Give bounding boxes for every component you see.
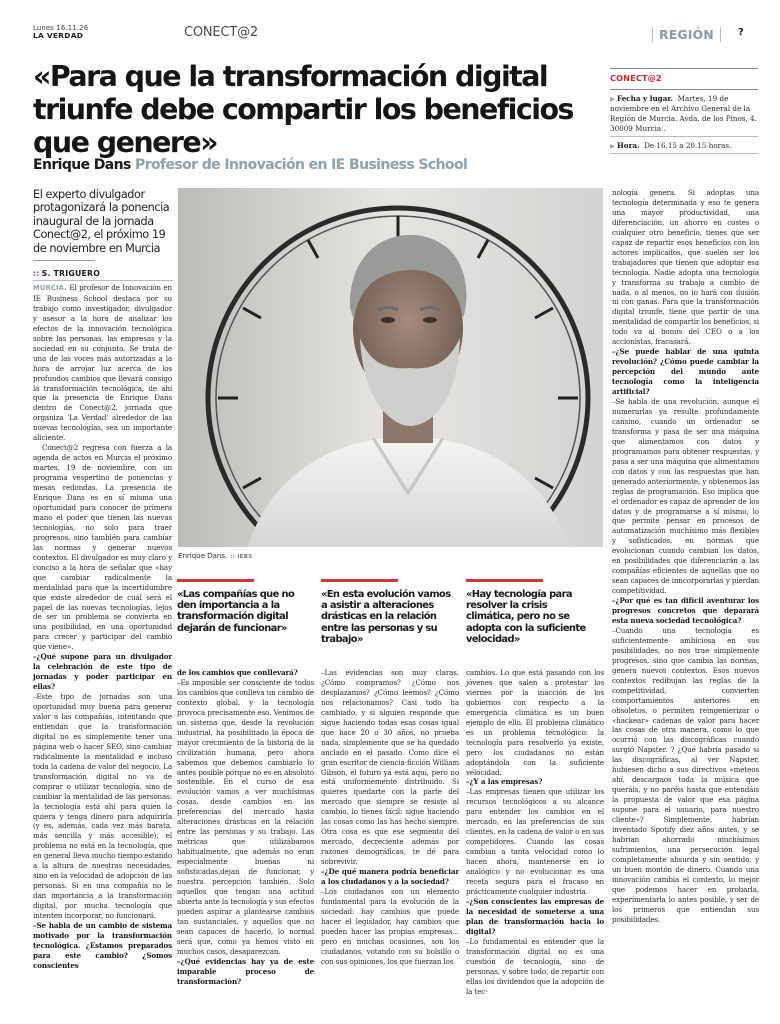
pull-quote-text: «Hay tecnología para resolver la crisis climática, pero no se adopta con la suficiente velocidad»: [466, 589, 586, 645]
body-column-5: [612, 188, 759, 925]
info-time: [610, 137, 758, 153]
interview-answer: –Este tipo de jornadas son una oportunidad muy buena para generar valor a las compañías, intentando que entiendan que la transformación digital no es simplemente tener una página web o hacer SEO, sino cambiar radicalmente la mentalidad e incluso toda la cadena de valor del negocio. La transformación digital no va de comprar o utilizar tecnología, sino de cambiar la mentalidad de las personas: la tecnología está ahí para quien la quiera y tenga dinero para adquirirla (y es, además, cada vez más barata, más sencilla y más accesible), el problema no está en la tecnología, que en general lleva mucho tiempo estando a la altura de nuestras necesidades, sino en la velocidad de adopción de las personas. Si en una compañía no le dan importancia a la transformación digital, por mucha tecnología que intenten incorporar, no funcionará.: [33, 692, 172, 921]
page-header: [0, 0, 780, 50]
divider: [610, 68, 758, 69]
photo-caption: [178, 551, 253, 560]
event-info-box: [610, 68, 758, 154]
interview-question: de los cambios que conllevará?: [177, 668, 298, 677]
article-subtitle: El experto divulgador protagonizará la ponencia inaugural de la jornada Conect@2, el próximo 19 de noviembre en Murcia: [33, 188, 170, 255]
accent-rule: [177, 579, 254, 582]
divider: [33, 280, 173, 281]
divider: [610, 153, 758, 154]
body-column-1: [33, 283, 172, 971]
interviewee-role: Profesor de Innovación en IE Business School: [135, 157, 468, 173]
accent-rule: [466, 579, 543, 582]
interview-answer: –Las empresas tienen que utilizar los recursos tecnológicos a su alcance para entender los cambios en el mercado, en las preferencias de sus clientes, en la cadena de valor o en sus competidores. Cuando las cosas cambian a tanta velocidad como lo hacen ahora, mantenerse en lo analógico y no evolucionar es una receta segura para el fracaso en prácticamente cualquier industria.: [466, 787, 604, 896]
interview-question: –Se habla de un cambio de sistema motivado por la transformación tecnológica. ¿Estamos preparados para este cambio? ¿Somos conscientes: [33, 921, 172, 970]
interview-question: –¿Qué supone para un divulgador la celebración de este tipo de jornadas y poder participar en ellas?: [33, 652, 172, 692]
page-marker: ?: [738, 27, 744, 38]
portrait-photo: [178, 188, 603, 547]
pull-quote-text: «Las compañías que no den importancia a la transformación digital dejarán de funcionar»: [177, 589, 295, 634]
author-name: S. TRIGUERO: [41, 269, 101, 278]
interview-question: –¿Se puede hablar de una quinta revolución? ¿Cómo puede cambiar la percepción del mundo ante tecnología como la inteligencia artificial?: [612, 347, 759, 397]
interview-answer: –Lo fundamental es entender que la transformación digital no es una cuestión de tecnología, sino de personas, y sobre todo, de repartir con ellas los dividendos que la adopción de la tec-: [466, 936, 604, 996]
pull-quote: [177, 579, 307, 634]
pull-quote-text: «En esta evolución vamos a asistir a alteraciones drásticas en la relación entre las personas y su trabajo»: [321, 589, 451, 645]
photo-credit: :: IEBS: [230, 554, 253, 560]
info-label: Hora.: [617, 141, 640, 150]
info-label: Fecha y lugar.: [617, 94, 673, 103]
interview-question: –¿De qué manera podría beneficiar a los ciudadanos y a la sociedad?: [321, 867, 459, 887]
interview-answer: nología genera. Si adoptas una tecnología determinada y eso te genera una mayor productividad, una diferenciación, un ahorro en costes o cualquier otro beneficio, tienes que ser capaz de repartir esos beneficios con los actores implicados, que suelen ser los trabajadores que tienen que adoptar esa tecnología. Nadie adopta una tecnología y transforma su trabajo a cambio de nada, o al menos, no lo hará con ilusión ni con ganas. Para que la transformación digital triunfe, tiene que partir de una mentalidad de compartir los beneficios, si todo va al bonus del CEO o a los accionistas, fracasará.: [612, 188, 759, 347]
triangle-bullet-icon: ▶: [610, 142, 615, 150]
interview-answer: –Los ciudadanos son un elemento fundamental para la evolución de la sociedad: hay cambios que puede hacer el legislador, hay cambios que pueden hacer las propias empresas... pero en muchas ocasiones, son los ciudadanos, votando con su bolsillo o con sus opiniones, los que fuerzan los: [321, 886, 459, 966]
body-column-3: [321, 668, 459, 967]
article-headline: «Para que la transformación digital triunfe debe compartir los beneficios que genere»: [33, 60, 573, 159]
interviewee-name: Enrique Dans: [33, 157, 131, 173]
interview-answer: –Es imposible ser consciente de todos los cambios que conlleva un cambio de contexto global, y la tecnología provoca precisamente eso. Venimos de un sistema que, desde la revolución industrial, ha posibilitado la época de mayor crecimiento de la historia de la civilización humana, pero ahora sabemos que debemos cambiarlo lo antes posible porque no es en absoluto sostenible. En el curso de esa evolución vamos a ver muchísimas cosas, desde cambios en las preferencias del mercado hasta alteraciones drásticas en la relación entre las personas y su trabajo. Las métricas que utilizábamos habitualmente, que además no eran especialmente buenas ni sofisticadas,dejan de funcionar, y nuestra percepción también. Solo aquellos que tengan una actitud abierta ante la tecnología y sus efectos pueden aspirar a plantearse cambios tan sustanciales, y aquellos que no sean capaces de hacerlo, lo normal será que, como ya hemos visto en muchos casos, desaparezcan.: [177, 677, 314, 956]
section-title: CONECT@2: [184, 25, 258, 40]
region-section-tag: [652, 25, 721, 43]
divider: [33, 260, 95, 261]
info-date-place: [610, 90, 758, 136]
interview-question: –¿Y a las empresas?: [466, 777, 543, 787]
caption-text: Enrique Dans.: [178, 551, 228, 560]
pull-quote: [321, 579, 451, 645]
info-text: De 16.15 a 20.15 horas.: [644, 141, 732, 150]
interviewee-byline: [33, 157, 467, 173]
paragraph: Conect@2 regresa con fuerza a la agenda de actos en Murcia el próximo martes, 19 de noviembre, con un programa vespertino de ponencias y mesas redondas. La presencia de Enrique Dans es en sí misma una oportunidad para conocer de primera mano el poder que tienen las nuevas tecnologías, no solo para traer progresos, sino también para cambiar las normas y generar nuevos contextos. El divulgador es muy claro y conciso a la hora de señalar que «hay que cambiar radicalmente la mentalidad para que la incertidumbre que existe alrededor de cuál será el papel de las nuevas tecnologías, lejos de ser un problema se convierta en una posibilidad, en una oportunidad para crecer y participar del cambio que viene».: [33, 443, 172, 652]
info-text: Martes, 19 de noviembre en el Archivo General de la Región de Murcia. Avda. de los Pinos, 4. 30009 Murcia .: [610, 94, 757, 133]
accent-rule: [321, 579, 398, 582]
dateline-city: MURCIA.: [33, 284, 67, 292]
interview-question: –¿Por qué es tan difícil aventurar los progresos concretos que deparará esta nueva sociedad tecnológica?: [612, 596, 759, 625]
pull-quote: [466, 579, 596, 645]
interview-answer: –Se habla de una revolución, aunque el numerarlas ya resulte profundamente cansino, cuando un ordenador se transforma y pasa de ser una máquina que alimentamos con datos y programamos para obtener respuestas, y pasa a ser una máquina que alimentamos con datos y con las respuestas que han generado anteriormente, y obtenemos las reglas de programación. Eso implica que el ordenador es capaz de aprender de los datos y de programarse a sí mismo, lo que permite pensar en procesos de automatización muchísimo más flexibles y sofisticados, en normas que evolucionan cuando cambian los datos, en posibilidades que diferenciarán a las compañías eficientes de aquellas que no sean capaces de inncorporarlas y pierdan competitividad.: [612, 397, 759, 596]
portrait-image: [178, 188, 603, 547]
triangle-bullet-icon: ▶: [610, 95, 615, 103]
body-column-4: [466, 668, 604, 996]
newspaper-name: LA VERDAD: [33, 31, 84, 40]
interview-question: –¿Son conscientes las empresas de la necesidad de someterse a una plan de transformación hacia lo digital?: [466, 896, 604, 936]
info-box-brand: CONECT@2: [610, 73, 662, 83]
author-credit: [33, 269, 100, 278]
paragraph: El profesor de Innovación en IE Business School destaca por su trabajo como investigador, divulgador y asesor a la hora de analizar los efectos de la innovación tecnológica sobre las personas, las empresas y la sociedad en su conjunto. Se trata de una de las voces más autorizadas a la hora de arrojar luz acerca de los profundos cambios que llevará consigo la transformación tecnológica, de ahí que la presencia de Enrique Dans dentro de Conect@2, jornada que organiza 'La Verdad' alrededor de las nuevas tecnologías, sea un importante aliciente.: [33, 283, 172, 443]
edition-date: Lunes 16.11.26: [33, 24, 89, 32]
body-column-2: [177, 668, 314, 987]
interview-question: –¿Qué evidencias hay ya de este imparable proceso de transformación?: [177, 956, 314, 986]
region-label: REGIÓN: [659, 26, 714, 42]
author-prefix: ::: [33, 269, 40, 278]
interview-answer: –Cuando una tecnología es suficientemente ambiciosa en sus posibilidades, no nos trae simplemente progresos, sino que cambia las normas, genera nuevos contextos. Esos nuevos contextos redibujan las reglas de la competitividad, convierten comportamientos anteriores en obsoletos, o permiten reingenierizar o «hackear» cadenas de valor para hacer las cosas de otra manera, como lo que ocurrió con las discográficas cuando surgió Napster. ? ¿Qué habría pasado si las discográficas, al ver Napster, hubiesen dicho a sus directivos «meteos ahí, descargaos toda la música que queráis, y no paréis hasta que entendáis la propuesta de valor que esa página supone para el usuario, para nuestro cliente»? Simplemente, habrían inventado Spotify diez años antes, y se habrían ahorrado muchísimos sufrimientos, una persecución legal completamente absurda y sin sentido, y un buen montón de dinero. Cuando una innovación cambia el contexto, lo mejor que podemos hacer en probarla, experimentarla lo antes posible, y ser de los primeros que entiendan sus posibilidades.: [612, 625, 759, 924]
interview-answer: cambios. Lo que está pasando con los jóvenes que salen a protestar los viernes por la inacción de los gobiernos con respecto a la emergencia climática es un buen ejemplo de ello. El problema climático es un problema tecnológico: la tecnología para resolverlo ya existe, pero los ciudadanos no están adoptándola con la suficiente velocidad.: [466, 668, 604, 777]
divider: [720, 27, 721, 42]
interview-answer: –Las evidencias son muy claras. ¿Cómo compramos? ¿Cómo nos desplazamos? ¿Cómo leemos? ¿Cómo nos relacionamos? Casi todo ha cambiado, y si alguien responde que sigue haciendo todas esas cosas igual que hace 20 o 30 años, no prueba nada, simplemente que se ha quedado anclado en el pasado. Como dice el gran escritor de ciencia-ficción William Gibson, el futuro ya está aquí, pero no está uniformemente distribuido. Si quieres quedarte con la parte del mercado que siempre se resiste al cambio, lo tienes fácil: sigue haciendo las cosas como las has hecho siempre. Otra cosa es que ese segmento del mercado, decreciente además por razones demográficas, te dé para sobrevivir.: [321, 668, 459, 867]
